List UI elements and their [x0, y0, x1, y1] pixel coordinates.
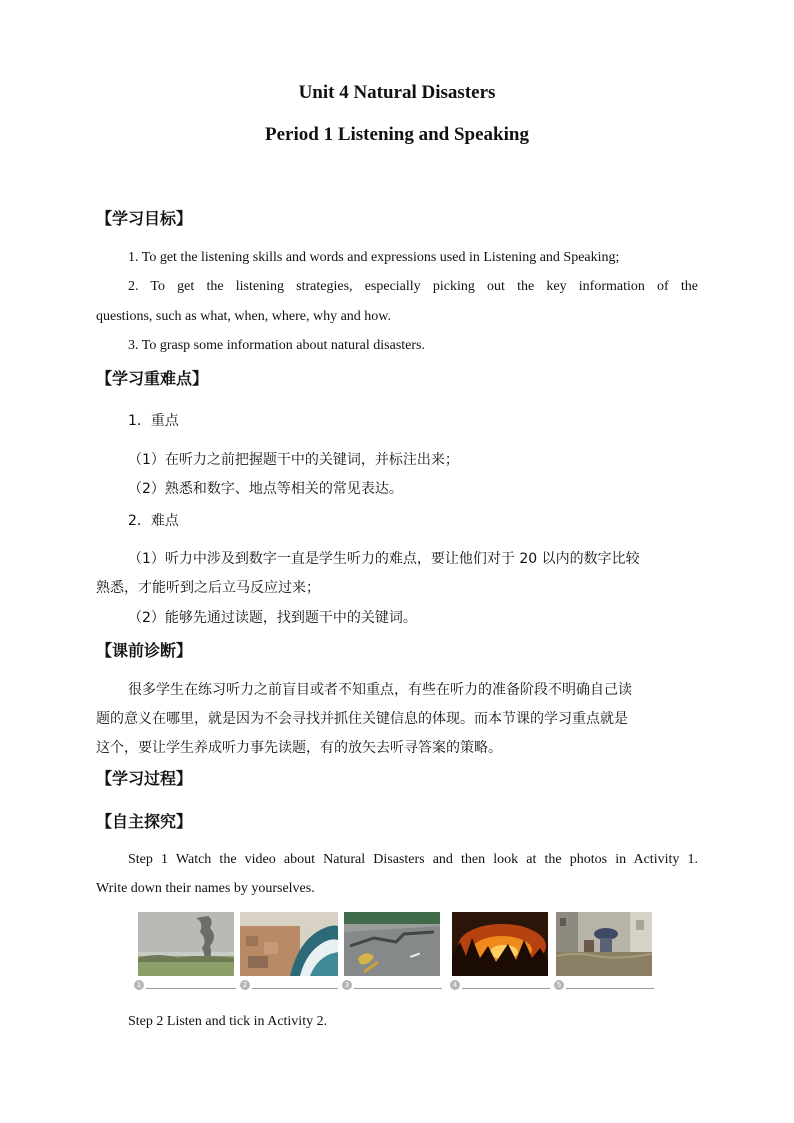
- key-item-2: （2）熟悉和数字、地点等相关的常见表达。: [128, 481, 403, 497]
- step-1-line1: Step 1 Watch the video about Natural Disasters and then look at the photos in Activity 1.: [128, 852, 698, 867]
- key-points-heading: 【学习重难点】: [96, 369, 209, 388]
- diagnosis-line-2: 题的意义在哪里，就是因为不会寻找并抓住关键信息的体现。而本节课的学习重点就是: [96, 711, 628, 727]
- photo-number-1: 1: [134, 980, 144, 990]
- answer-line-1: [146, 988, 236, 989]
- period-subtitle: Period 1 Listening and Speaking: [265, 124, 529, 145]
- objective-item-2-line1: 2. To get the listening strategies, especially picking out the key information of the: [128, 279, 698, 294]
- answer-line-2: [252, 988, 338, 989]
- difficulty-item-2: （2）能够先通过读题，找到题干中的关键词。: [128, 610, 417, 626]
- unit-title: Unit 4 Natural Disasters: [298, 82, 496, 103]
- tsunami-photo: [240, 912, 338, 976]
- difficulty-item-1-line2: 熟悉，才能听到之后立马反应过来；: [96, 580, 320, 596]
- objective-item-2-line2: questions, such as what, when, where, why and how.: [96, 309, 391, 324]
- answer-line-5: [566, 988, 654, 989]
- difficulty-label: 2．难点: [128, 513, 179, 529]
- step-1-line2: Write down their names by yourselves.: [96, 881, 315, 896]
- diagnosis-line-3: 这个，要让学生养成听力事先读题，有的放矢去听寻答案的策略。: [96, 740, 502, 756]
- answer-line-3: [354, 988, 442, 989]
- objective-item-1: 1. To get the listening skills and words and expressions used in Listening and Speaking;: [128, 250, 620, 265]
- photo-number-3: 3: [342, 980, 352, 990]
- explore-heading: 【自主探究】: [96, 812, 193, 831]
- key-item-1: （1）在听力之前把握题干中的关键词，并标注出来；: [128, 452, 459, 468]
- wildfire-photo: [452, 912, 548, 976]
- photo-number-4: 4: [450, 980, 460, 990]
- flood-photo: [556, 912, 652, 976]
- objective-item-3: 3. To grasp some information about natural disasters.: [128, 338, 425, 353]
- diagnosis-line-1: 很多学生在练习听力之前盲目或者不知重点，有些在听力的准备阶段不明确自己读: [128, 682, 632, 698]
- objectives-heading: 【学习目标】: [96, 209, 193, 228]
- diagnosis-heading: 【课前诊断】: [96, 641, 193, 660]
- step-2: Step 2 Listen and tick in Activity 2.: [128, 1014, 328, 1029]
- tornado-photo: [138, 912, 234, 976]
- photo-number-2: 2: [240, 980, 250, 990]
- earthquake-photo: [344, 912, 440, 976]
- answer-line-4: [462, 988, 550, 989]
- process-heading: 【学习过程】: [96, 769, 193, 788]
- key-label: 1．重点: [128, 413, 179, 429]
- difficulty-item-1-line1: （1）听力中涉及到数字一直是学生听力的难点，要让他们对于 20 以内的数字比较: [128, 551, 640, 567]
- photo-number-5: 5: [554, 980, 564, 990]
